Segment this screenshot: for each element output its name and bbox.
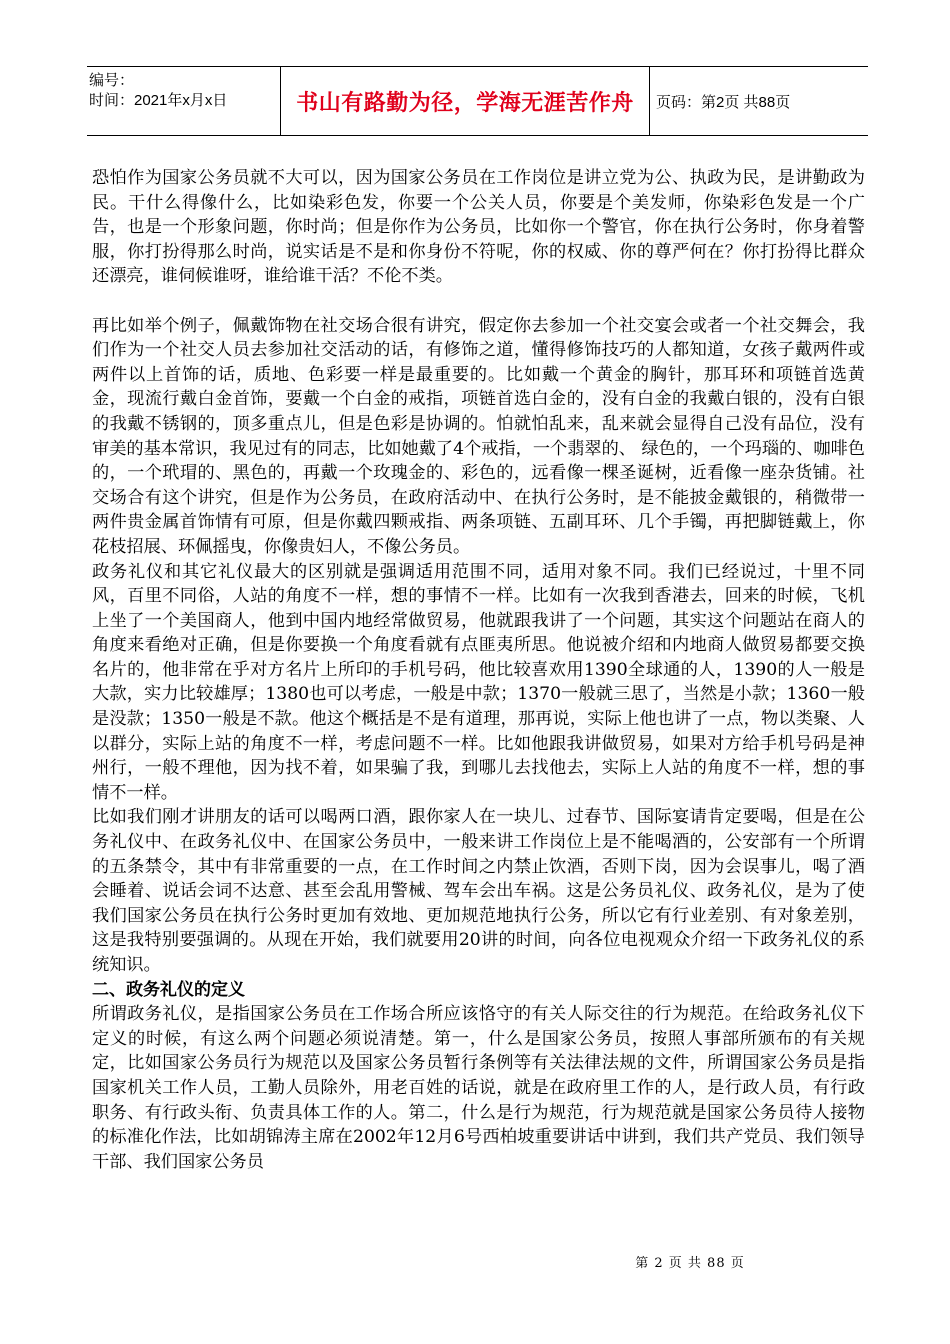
header-page-info: 页码：第2页 共88页 bbox=[656, 93, 791, 111]
page-header bbox=[87, 66, 868, 136]
paragraph-2: 再比如举个例子，佩戴饰物在社交场合很有讲究，假定你去参加一个社交宴会或者一个社交舞会，我们作为一个社交人员去参加社交活动的话，有修饰之道，懂得修饰技巧的人都知道，女孩子戴两件或两件以上首饰的话，质地、色彩要一样是最重要的。比如戴一个黄金的胸针，那耳环和项链首选黄金，现流行戴白金首饰，要戴一个白金的戒指，项链首选白金的，没有白金的我戴白银的，没有白银的我戴不锈钢的，顶多重点儿，但是色彩是协调的。怕就怕乱来，乱来就会显得自己没有品位，没有审美的基本常识，我见过有的同志，比如她戴了4个戒指，一个翡翠的、 绿色的，一个玛瑙的、咖啡色的，一个玳瑁的、黑色的，再戴一个玫瑰金的、彩色的，远看像一棵圣诞树，近看像一座杂货铺。社交场合有这个讲究，但是作为公务员，在政府活动中、在执行公务时，是不能披金戴银的，稍微带一两件贵金属首饰情有可原，但是你戴四颗戒指、两条项链、五副耳环、几个手镯，再把脚链戴上，你花枝招展、环佩摇曳，你像贵妇人，不像公务员。 bbox=[92, 315, 865, 557]
paragraph-4: 比如我们刚才讲朋友的话可以喝两口酒，跟你家人在一块儿、过春节、国际宴请肯定要喝，但是在公务礼仪中、在政务礼仪中、在国家公务员中，一般来讲工作岗位上是不能喝酒的，公安部有一个所谓的五条禁令，其中有非常重要的一点，在工作时间之内禁止饮酒，否则下岗，因为会误事儿，喝了酒会睡着、说话会词不达意、甚至会乱用警械、驾车会出车祸。这是公务员礼仪、政务礼仪，是为了使我们国家公务员在执行公务时更加有效地、更加规范地执行公务，所以它有行业差别、有对象差别，这是我特别要强调的。从现在开始，我们就要用20讲的时间，向各位电视观众介绍一下政务礼仪的系统知识。 bbox=[92, 807, 865, 975]
document-number-label: 编号： bbox=[89, 72, 135, 89]
page-footer: 第 2 页 共 88 页 bbox=[635, 1256, 745, 1271]
document-body bbox=[92, 166, 865, 1174]
paragraph-3: 政务礼仪和其它礼仪最大的区别就是强调适用范围不同，适用对象不同。我们已经说过，十里不同风，百里不同俗，人站的角度不一样，想的事情不一样。比如有一次我到香港去，回来的时候，飞机上坐了一个美国商人，他到中国内地经常做贸易，他就跟我讲了一个问题，其实这个问题站在商人的角度来看绝对正确，但是你要换一个角度看就有点匪夷所思。他说被介绍和内地商人做贸易都要交换名片的，他非常在乎对方名片上所印的手机号码，他比较喜欢用1390全球通的人，1390的人一般是大款，实力比较雄厚；1380也可以考虑，一般是中款；1370一般就三思了，当然是小款；1360一般是没款；1350一般是不款。他这个概括是不是有道理，那再说，实际上他也讲了一点，物以类聚、人以群分，实际上站的角度不一样，考虑问题不一样。比如他跟我讲做贸易，如果对方给手机号码是神州行，一般不理他，因为找不着，如果骗了我，到哪儿去找他去，实际上人站的角度不一样，想的事情不一样。 bbox=[92, 561, 865, 803]
header-meta bbox=[87, 67, 280, 135]
paragraph-5: 所谓政务礼仪，是指国家公务员在工作场合所应该恪守的有关人际交往的行为规范。在给政务礼仪下定义的时候，有这么两个问题必须说清楚。第一，什么是国家公务员，按照人事部所颁布的有关规定，比如国家公务员行为规范以及国家公务员暂行条例等有关法律法规的文件，所谓国家公务员是指国家机关工作人员，工勤人员除外，用老百姓的话说，就是在政府里工作的人，是行政人员，有行政职务、有行政头衔、负责具体工作的人。第二，什么是行为规范，行为规范就是国家公务员待人接物的标准化作法，比如胡锦涛主席在2002年12月6号西柏坡重要讲话中讲到，我们共产党员、我们领导干部、我们国家公务员 bbox=[92, 1004, 865, 1172]
paragraph-1: 恐怕作为国家公务员就不大可以，因为国家公务员在工作岗位是讲立党为公、执政为民，是讲勤政为民。干什么得像什么，比如染彩色发，你要一个公关人员，你要是个美发师，你染彩色发是一个广告，也是一个形象问题，你时尚；但是你作为公务员，比如你一个警官，你在执行公务时，你身着警服，你打扮得那么时尚，说实话是不是和你身份不符呢，你的权威、你的尊严何在？你打扮得比群众还漂亮，谁伺候谁呀，谁给谁干活？不伦不类。 bbox=[92, 168, 865, 287]
header-motto: 书山有路勤为径，学海无涯苦作舟 bbox=[280, 67, 650, 135]
document-time-label: 时间：2021年x月x日 bbox=[89, 92, 228, 109]
section-heading: 二、政务礼仪的定义 bbox=[92, 979, 245, 1000]
